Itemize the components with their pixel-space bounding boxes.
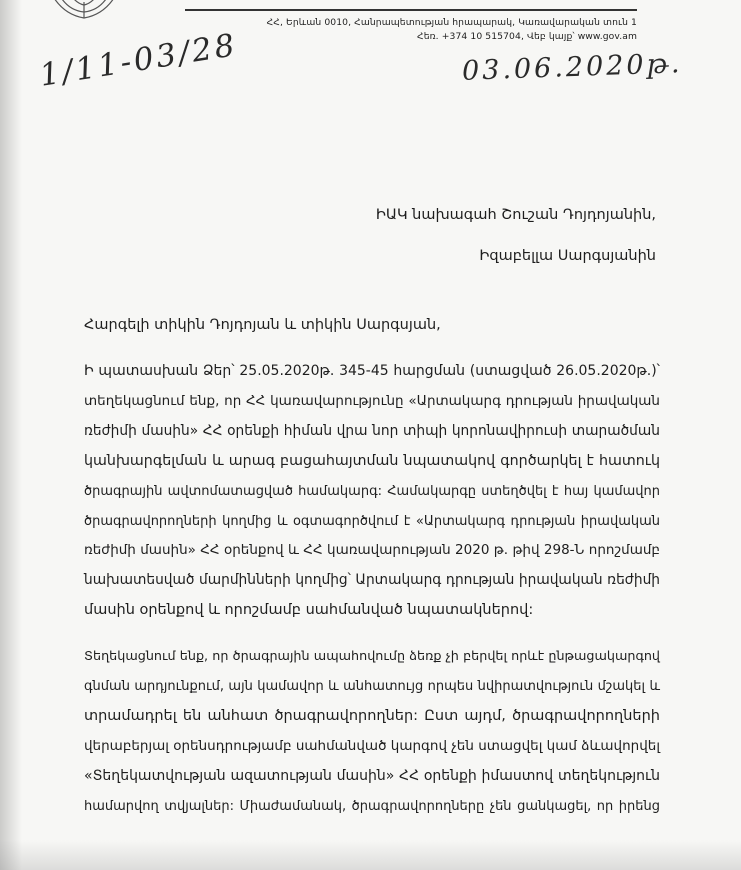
address-line-2: Հեռ. +374 10 515704, Վեբ կայք՝ www.gov.am <box>417 31 637 42</box>
paragraph-1-line: ծրագրավորողների կողմից և օգտագործվում է «Արտակարգ դրության իրավական <box>84 513 660 529</box>
page-shadow-bottom <box>0 840 741 870</box>
addressee-line-1: ԻԱԿ նախագահ Շուշան Դոյդոյանին, <box>375 207 656 223</box>
page-shadow-left <box>0 0 22 870</box>
paragraph-2-line: վերաբերյալ օրենսդրությամբ սահմանված կարգով չեն ստացվել կամ ձևավորվել <box>84 737 660 754</box>
addressee-line-2: Իզաբելլա Սարգսյանին <box>479 248 656 264</box>
handwritten-reference-number: 1/11-03/28 <box>37 27 240 94</box>
address-line-1: ՀՀ, Երևան 0010, Հանրապետության հրապարակ, Կառավարական տուն 1 <box>266 17 637 28</box>
salutation: Հարգելի տիկին Դոյդոյան և տիկին Սարգսյան, <box>84 317 441 333</box>
addressee-block <box>376 195 656 277</box>
paragraph-1-line: Ի պատասխան Ձեր՝ 25.05.2020թ. 345-45 հարցման (ստացված 26.05.2020թ.)՝ <box>84 363 660 379</box>
paragraph-1-line: տեղեկացնում ենք, որ ՀՀ կառավարությունը «Արտակարգ դրության իրավական <box>84 392 660 409</box>
coat-of-arms-icon <box>50 0 118 22</box>
paragraph-2-line: «Տեղեկատվության ազատության մասին» ՀՀ օրենքի իմաստով տեղեկություն <box>84 767 660 784</box>
header-rule <box>185 9 637 11</box>
handwritten-date: 03.06.2020թ. <box>461 48 684 87</box>
body-paragraph-2 <box>84 642 660 870</box>
paragraph-1-line: ռեժիմի մասին» ՀՀ օրենքի հիման վրա նոր տիպի կորոնավիրուսի տարածման <box>84 422 660 439</box>
paragraph-2-line: Տեղեկացնում ենք, որ ծրագրային ապահովումը ձեռք չի բերվել որևէ ընթացակարգով <box>84 649 660 664</box>
paragraph-1-line: ռեժիմի մասին» ՀՀ օրենքով և ՀՀ կառավարության 2020 թ. թիվ 298-Ն որոշմամբ <box>84 542 660 559</box>
paragraph-1-line: նախատեսված մարմինների կողմից՝ Արտակարգ դրության իրավական ռեժիմի <box>84 572 660 589</box>
paragraph-2-line: համարվող տվյալներ: Միաժամանակ, ծրագրավորողները չեն ցանկացել, որ իրենց <box>84 798 660 814</box>
paragraph-1-line: մասին օրենքով և որոշմամբ սահմանված նպատակներով: <box>84 602 534 619</box>
paragraph-2-line: տրամադրել են անհատ ծրագրավորողներ: Ըստ այդմ, ծրագրավորողների <box>84 707 660 724</box>
paragraph-1-line: ծրագրային ավտոմատացված համակարգ: Համակարգը ստեղծվել է հայ կամավոր <box>84 483 660 499</box>
body-paragraph-1 <box>84 357 660 627</box>
paragraph-1-line: կանխարգելման և արագ բացահայտման նպատակով գործարկել է հատուկ <box>84 452 660 469</box>
paragraph-2-line: գնման արդյունքում, այն կամավոր և անհատույց որպես նվիրատվություն մշակել և <box>84 678 660 694</box>
sender-address <box>267 16 637 44</box>
